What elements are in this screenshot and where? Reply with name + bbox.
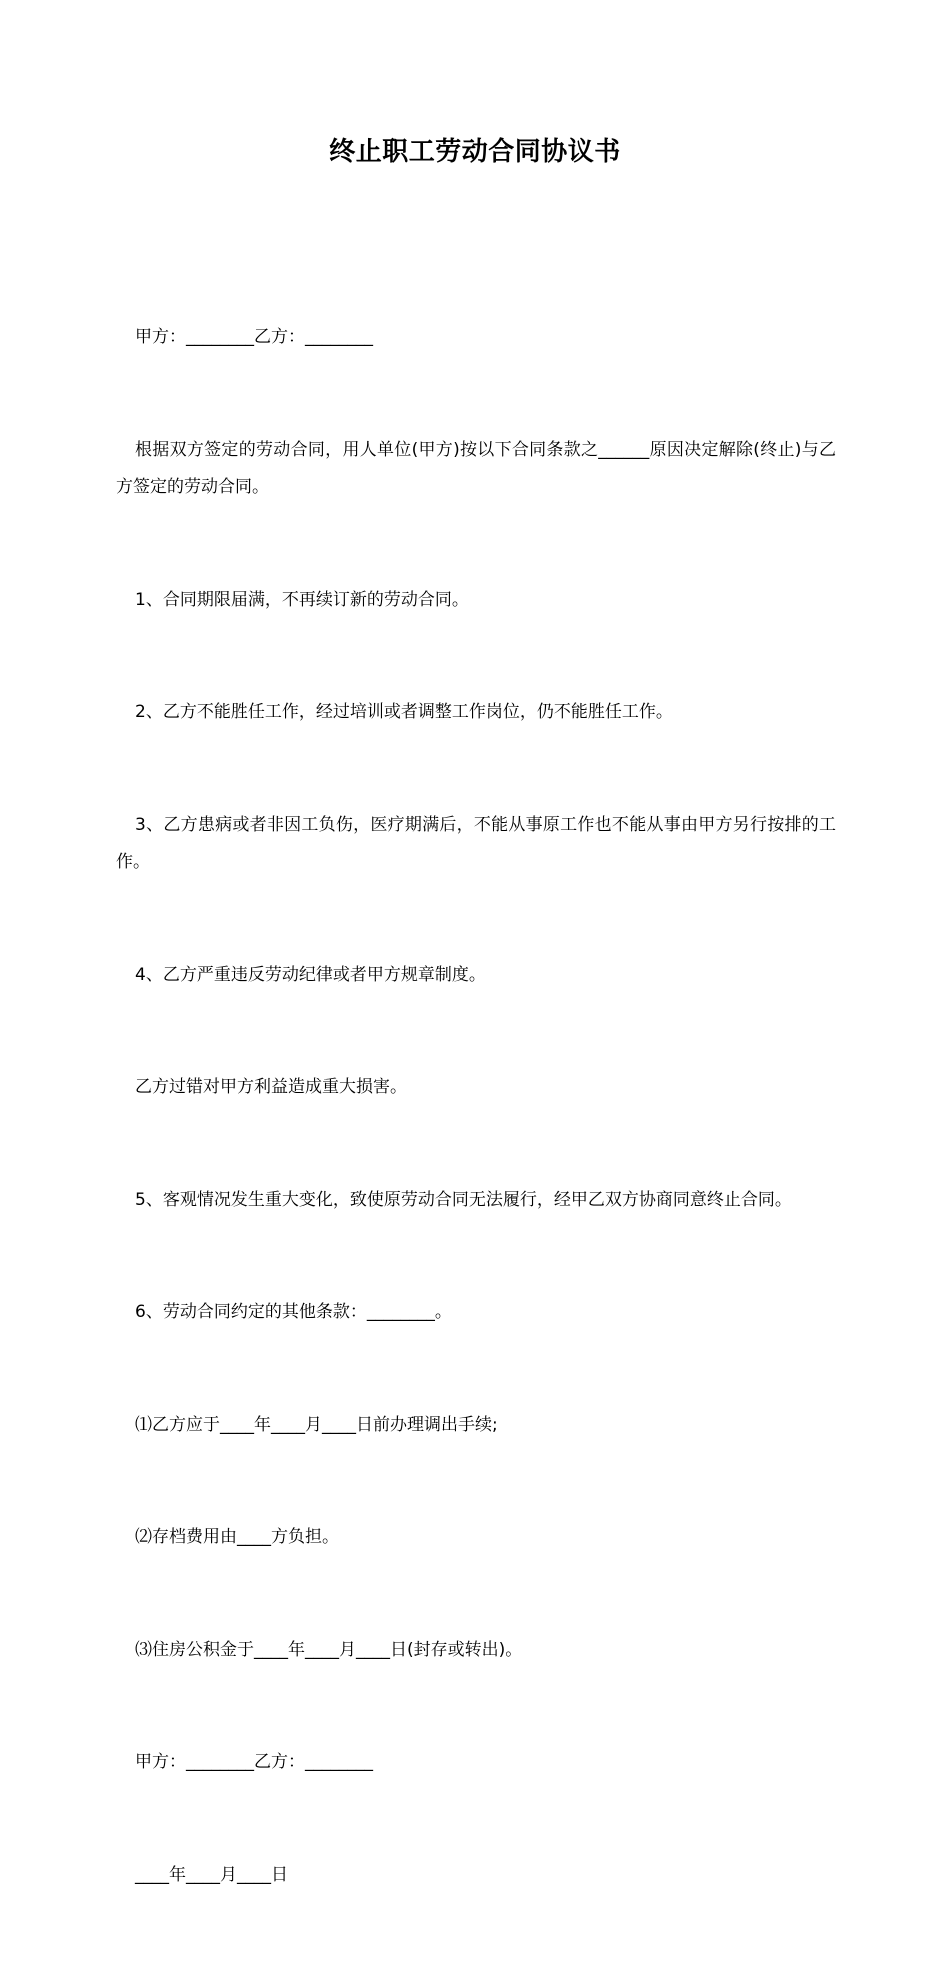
clause-2: 2、乙方不能胜任工作，经过培训或者调整工作岗位，仍不能胜任工作。	[135, 702, 673, 722]
sub-clause-2: ⑵存档费用由____方负担。	[135, 1527, 339, 1547]
sub-clause-3: ⑶住房公积金于____年____月____日(封存或转出)。	[135, 1639, 523, 1660]
sub-clause-1: ⑴乙方应于____年____月____日前办理调出手续;	[135, 1414, 498, 1435]
clause-6: 6、劳动合同约定的其他条款：________。	[135, 1302, 452, 1322]
clause-4: 4、乙方严重违反劳动纪律或者甲方规章制度。	[135, 964, 486, 985]
signature-date: ____年____月____日	[135, 1864, 288, 1885]
intro-paragraph: 根据双方签定的劳动合同，用人单位(甲方)按以下合同条款之______原因决定解除(终止)与乙方签定的劳动合同。	[116, 439, 836, 497]
clause-1: 1、合同期限届满，不再续订新的劳动合同。	[135, 589, 469, 610]
document-title: 终止职工劳动合同协议书	[329, 137, 621, 167]
party-line-bottom: 甲方：________乙方：________	[135, 1752, 373, 1772]
clause-5: 5、客观情况发生重大变化，致使原劳动合同无法履行，经甲乙双方协商同意终止合同。	[135, 1189, 792, 1210]
clause-3: 3、乙方患病或者非因工负伤，医疗期满后，不能从事原工作也不能从事由甲方另行按排的工作。	[116, 814, 836, 872]
document-body	[116, 244, 836, 1969]
clause-4-extra: 乙方过错对甲方利益造成重大损害。	[135, 1077, 407, 1097]
party-line-top: 甲方：________乙方：________	[135, 327, 373, 347]
